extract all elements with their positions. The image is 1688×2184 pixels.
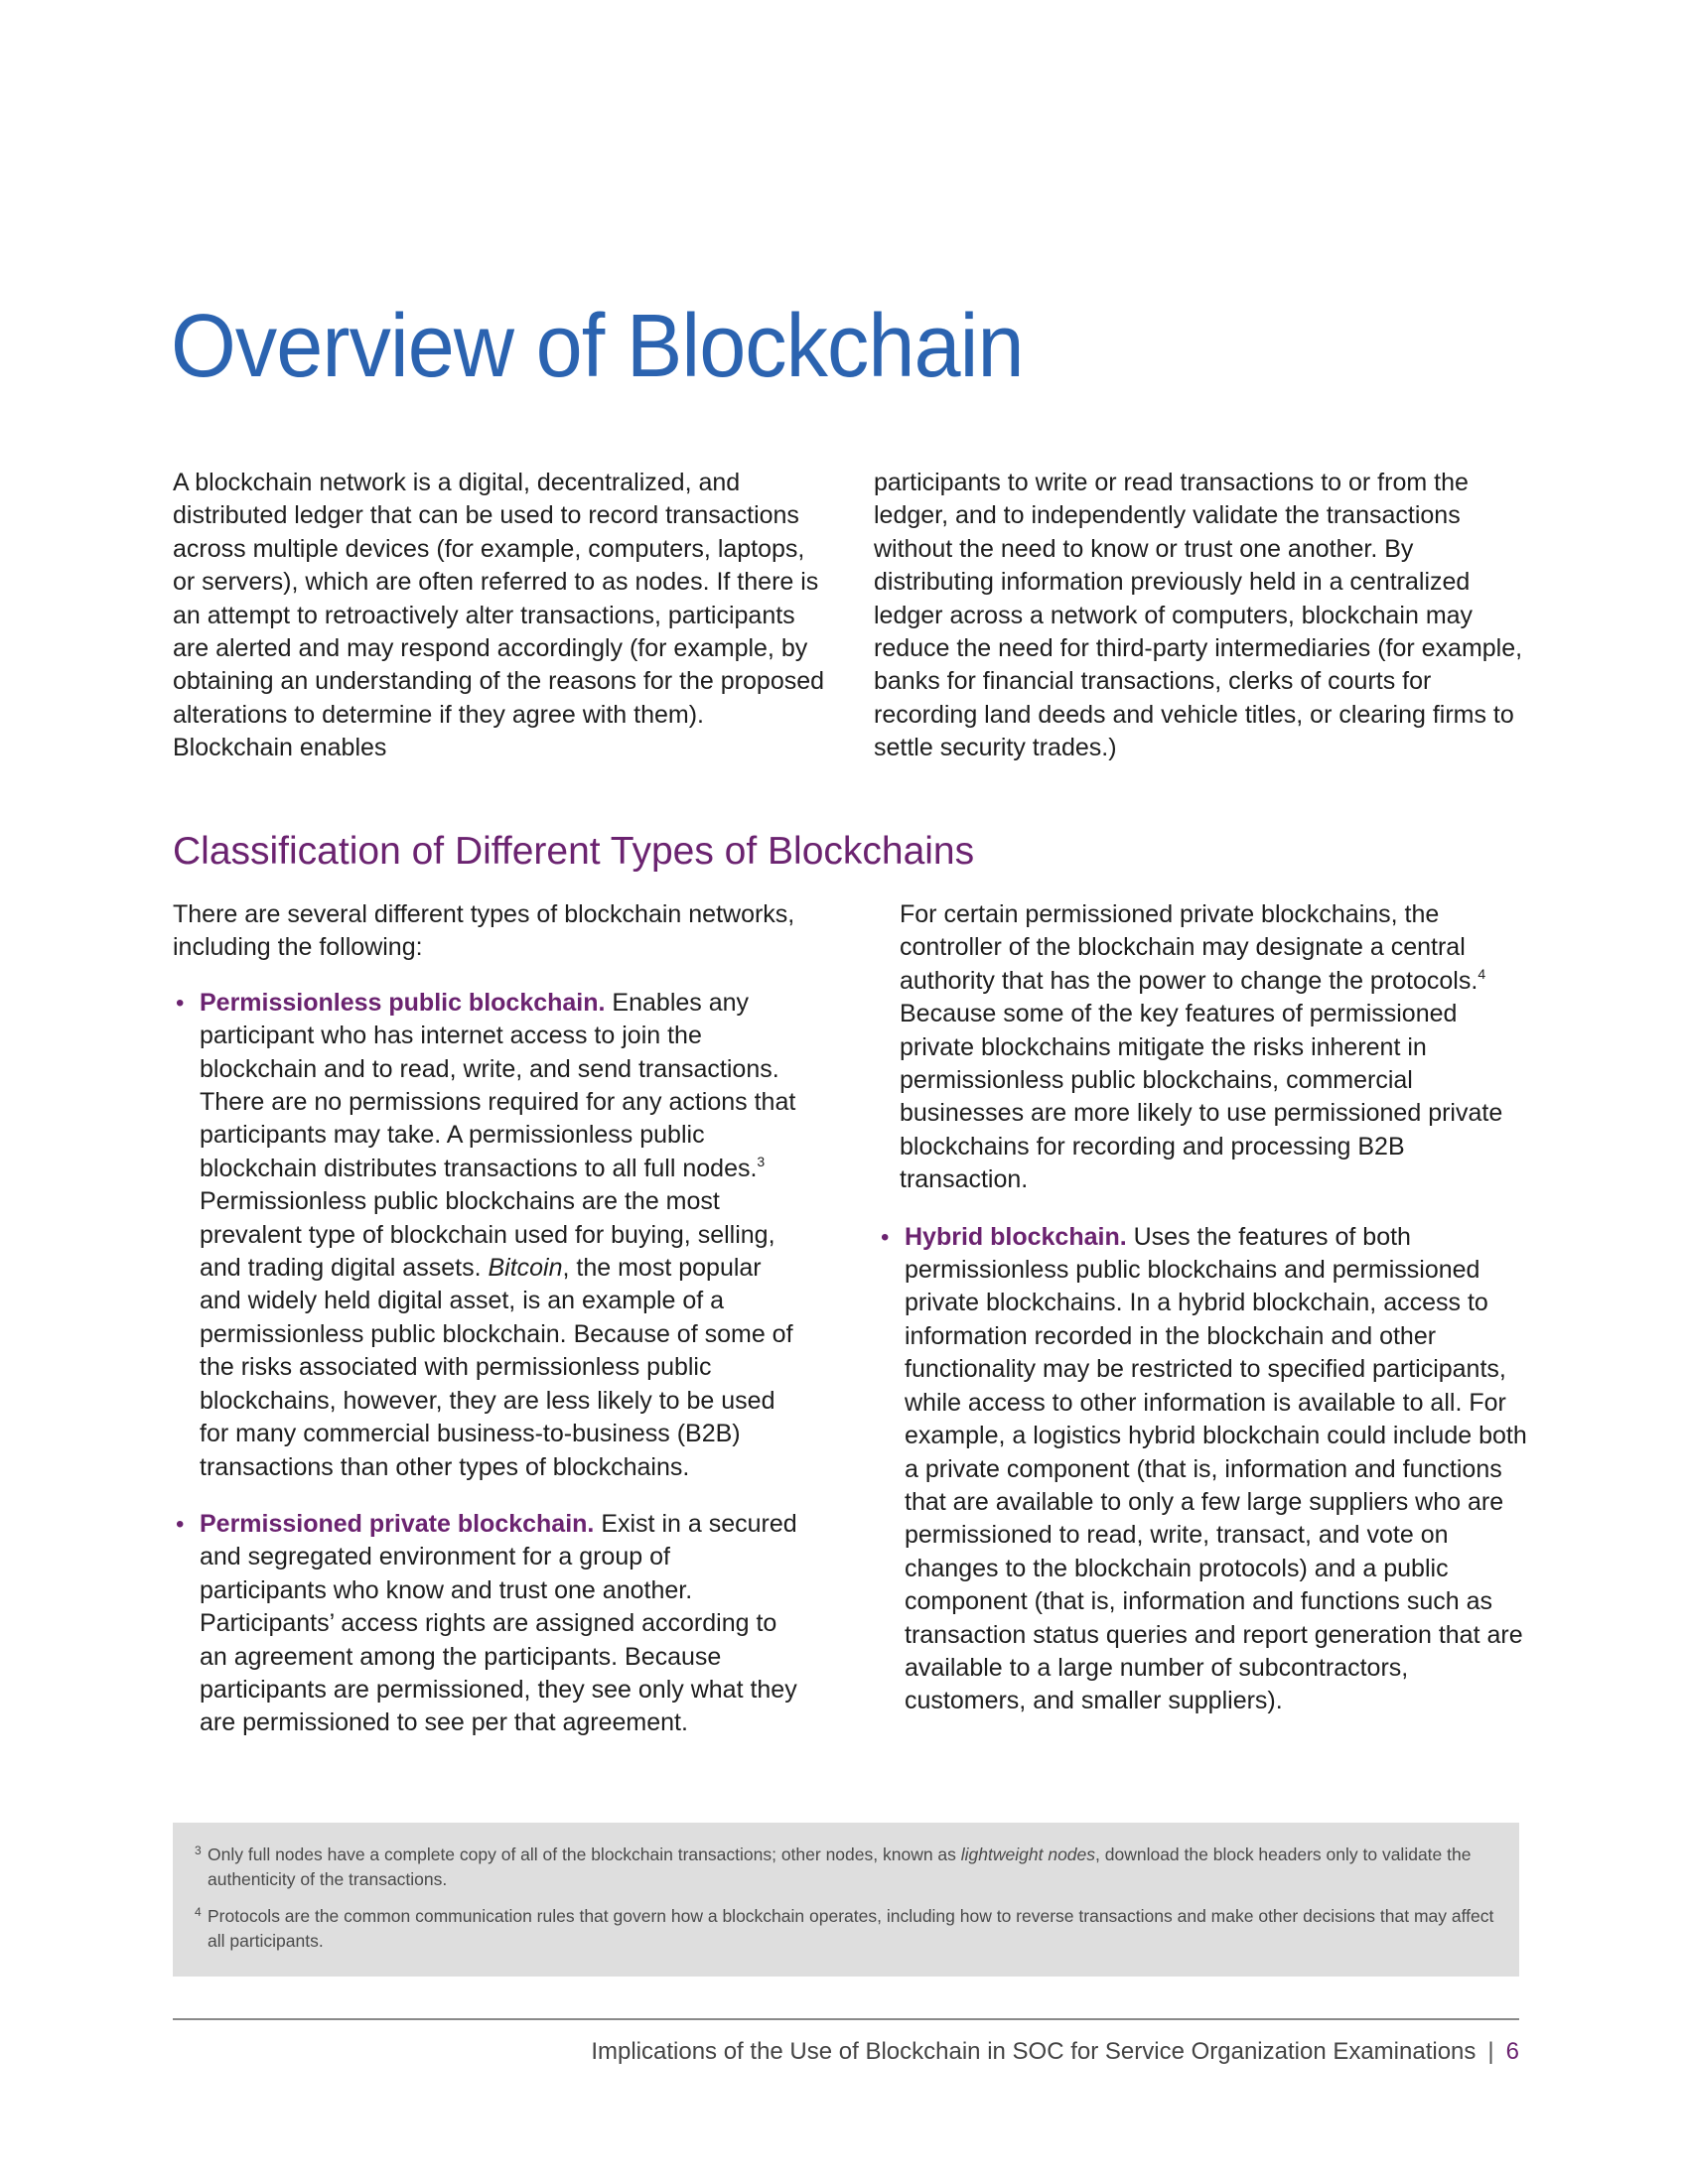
- classification-column-left: [173, 898, 798, 1740]
- section-lead: There are several different types of blockchain networks, including the following:: [173, 900, 795, 962]
- continuation-text: Because some of the key features of permissioned private blockchains mitigate the risks inherent in permissionless public blockchains, commercial businesses are more likely to use permissioned private blockchains for recording and processing B2B transaction.: [900, 1000, 1503, 1194]
- page-title: Overview of Blockchain: [171, 297, 1024, 396]
- footer-divider: [173, 2018, 1519, 2020]
- footer-separator: |: [1487, 2038, 1494, 2065]
- italic-term: Bitcoin: [488, 1254, 563, 1283]
- blockchain-types-list-cont: [881, 1221, 1535, 1718]
- intro-column-left: [173, 467, 828, 765]
- section-heading: Classification of Different Types of Blockchains: [173, 830, 975, 873]
- item-text: Permissionless public blockchains are the most prevalent type of blockchain used for buying, selling, and trading digital assets.: [200, 1187, 775, 1283]
- footnote-ref-4[interactable]: 4: [1477, 965, 1486, 982]
- item-text: Uses the features of both permissionless public blockchains and permissioned private blockchains. In a hybrid blockchain, access to information recorded in the blockchain and other functionality may be restricted to specified participants, while access to other information is available to all. For example, a logistics hybrid blockchain could include both a private component (that is, information and functions that are available to only a few large suppliers who are permissioned to read, write, transact, and vote on changes to the blockchain protocols) and a public component (that is, information and functions such as transaction status queries and report generation that are available to a large number of subcontractors, customers, and smaller suppliers).: [905, 1222, 1527, 1715]
- footnote-text: Protocols are the common communication rules that govern how a blockchain operates, including how to reverse transactions and make other decisions that may affect all participants.: [208, 1906, 1494, 1951]
- classification-column-right: [881, 898, 1535, 1718]
- footnote-italic: lightweight nodes: [960, 1844, 1096, 1864]
- bullet-icon: •: [176, 1510, 185, 1538]
- footnote-ref-3[interactable]: 3: [757, 1153, 766, 1169]
- term-label: Permissionless public blockchain.: [200, 988, 606, 1017]
- bullet-icon: •: [176, 989, 185, 1017]
- footnote-3: 3 Only full nodes have a complete copy of all of the blockchain transactions; other nodes, known as lightweight nodes, download the block headers only to validate the authenticity of the transactions.: [195, 1843, 1472, 1889]
- footnote-text: , download the block headers only to validate the authenticity of the transactions.: [208, 1844, 1472, 1889]
- list-item-hybrid: [878, 1221, 1535, 1718]
- page-number: 6: [1505, 2038, 1519, 2065]
- term-label: Permissioned private blockchain.: [200, 1509, 595, 1538]
- footer-document-title: Implications of the Use of Blockchain in SOC for Service Organization Examinations: [591, 2038, 1477, 2065]
- footnote-4: 4 Protocols are the common communication rules that govern how a blockchain operates, including how to reverse transactions and make other decisions that may affect all participants.: [195, 1905, 1494, 1951]
- blockchain-types-list: [173, 987, 798, 1740]
- footnote-text: Only full nodes have a complete copy of all of the blockchain transactions; other nodes, known as: [208, 1844, 961, 1864]
- page-footer: [591, 2038, 1519, 2066]
- footnotes-box: [173, 1823, 1519, 1977]
- item-text: , the most popular and widely held digital asset, is an example of a permissionless public blockchain. Because of some of the risks associated with permissionless public blockchains, however, they are less likely to be used for many commercial business-to-business (B2B) transactions than other types of blockchains.: [200, 1254, 793, 1481]
- continuation-paragraph: [900, 898, 1535, 1197]
- intro-column-right: [874, 467, 1529, 765]
- continuation-text: For certain permissioned private blockchains, the controller of the blockchain may designate a central authority that has the power to change the protocols.: [900, 900, 1478, 995]
- item-text: Exist in a secured and segregated environment for a group of participants who know and trust one another. Participants’ access rights are assigned according to an agreement among the participants. Because participants are permissioned, they see only what they are permissioned to see per that agreement.: [200, 1509, 797, 1737]
- intro-paragraph-left: A blockchain network is a digital, decentralized, and distributed ledger that can be used to record transactions across multiple devices (for example, computers, laptops, or servers), which are often referred to as nodes. If there is an attempt to retroactively alter transactions, participants are alerted and may respond accordingly (for example, by obtaining an understanding of the reasons for the proposed alterations to determine if they agree with them). Blockchain enables: [173, 469, 825, 762]
- item-text: Enables any participant who has internet access to join the blockchain and to read, write, and send transactions. There are no permissions required for any actions that participants may take. A permissionless public blockchain distributes transactions to all full nodes.: [200, 988, 796, 1182]
- bullet-icon: •: [881, 1223, 890, 1251]
- list-item-permissionless: [173, 987, 798, 1484]
- term-label: Hybrid blockchain.: [905, 1222, 1127, 1251]
- intro-paragraph-right: participants to write or read transactions to or from the ledger, and to independently validate the transactions without the need to know or trust one another. By distributing information previously held in a centralized ledger across a network of computers, blockchain may reduce the need for third-party intermediaries (for example, banks for financial transactions, clerks of courts for recording land deeds and vehicle titles, or clearing firms to settle security trades.): [874, 469, 1523, 762]
- list-item-permissioned: [173, 1508, 798, 1740]
